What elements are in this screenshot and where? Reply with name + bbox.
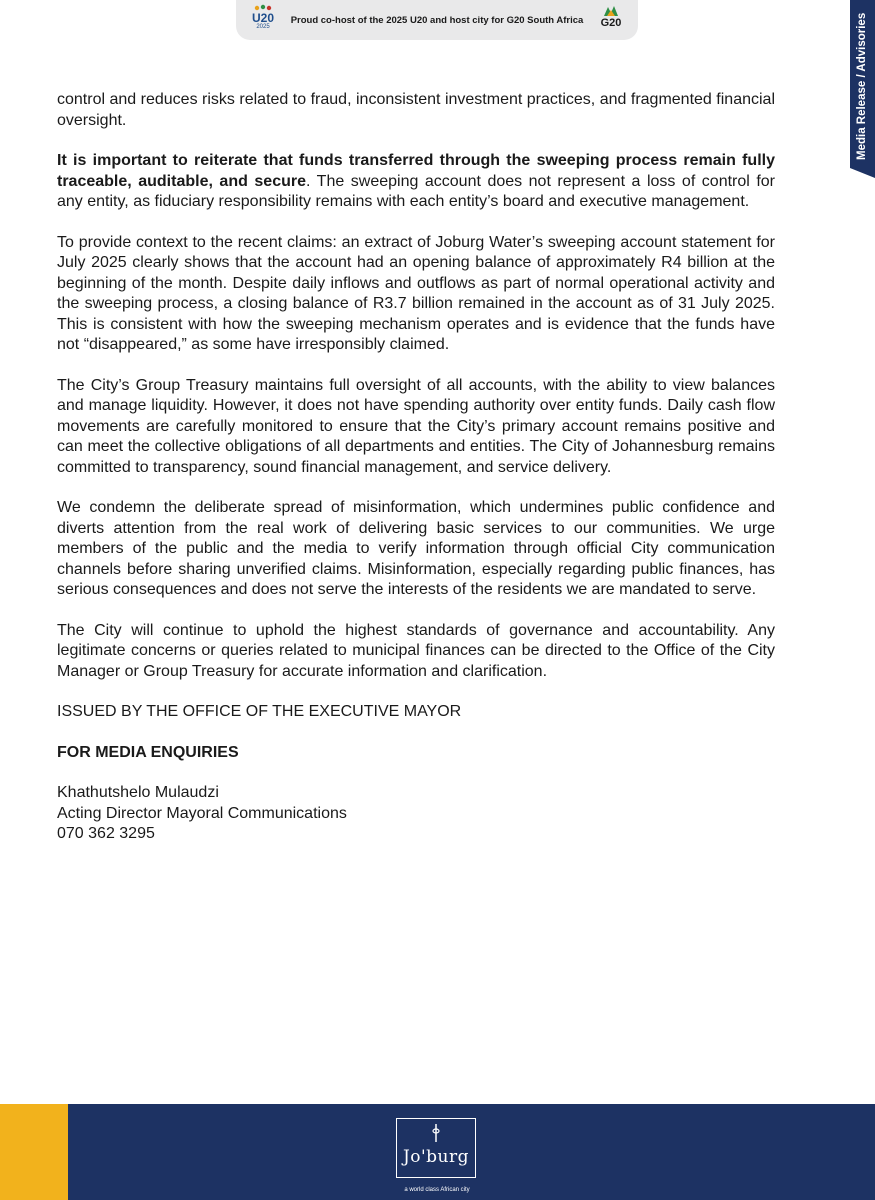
paragraph-2: [57, 151, 775, 213]
paragraph-5: We condemn the deliberate spread of misinformation, which undermines public confidence and diverts attention from the real work of delivering basic services to our communities. We urge members of the public and the media to verify information through official City communication channels before sharing unverified claims. Misinformation, especially regarding public finances, has serious consequences and does not serve the interests of the residents we are mandated to serve.: [57, 499, 775, 598]
paragraph-4: The City’s Group Treasury maintains full oversight of all accounts, with the ability to view balances and manage liquidity. However, it does not have spending authority over entity funds. Daily cash flow movements are carefully monitored to ensure that the City’s primary account remains positive and can meet the collective obligations of all departments and entities. The City of Johannesburg remains committed to transparency, sound financial management, and service delivery.: [57, 376, 775, 476]
issued-by: ISSUED BY THE OFFICE OF THE EXECUTIVE MAYOR: [57, 703, 462, 720]
g20-logo: [596, 2, 626, 38]
banner-text: Proud co-host of the 2025 U20 and host city for G20 South Africa: [290, 14, 584, 26]
paragraph-6: The City will continue to uphold the highest standards of governance and accountability. Any legitimate concerns or queries related to municipal finances can be directed to the Office of the City Manager or Group Treasury for accurate information and clarification.: [57, 621, 775, 680]
paragraph-3: To provide context to the recent claims: an extract of Joburg Water’s sweeping account statement for July 2025 clearly shows that the account had an opening balance of approximately R4 billion at the beginning of the month. Despite daily inflows and outflows as part of normal operational activity and the sweeping process, a closing balance of R3.7 billion remained in the account as of 31 July 2025. This is consistent with how the sweeping mechanism operates and is evidence that the funds have not “disappeared,” as some have irresponsibly claimed.: [57, 233, 775, 353]
paragraph-2-rest: . The sweeping account does not represent a loss of control for any entity, as fiduciary responsibility remains with each entity’s board and executive management.: [57, 172, 776, 210]
contact-block: [57, 783, 775, 845]
press-release-body: [57, 90, 775, 845]
media-release-tab: [825, 0, 875, 178]
side-tab-label: Media Release / Advisories: [856, 12, 868, 160]
contact-phone: 070 362 3295: [57, 825, 155, 842]
paragraph-1: control and reduces risks related to fraud, inconsistent investment practices, and fragmented financial oversight.: [57, 91, 775, 129]
g20-label: G20: [600, 17, 622, 29]
u20-year: 2025: [256, 24, 270, 30]
header-banner: [236, 0, 638, 40]
contact-name: Khathutshelo Mulaudzi: [57, 784, 219, 801]
u20-logo: [248, 2, 278, 38]
footer-yellow-block: [0, 1104, 68, 1200]
paragraph-2-emphasis: It is important to reiterate that funds transferred through the sweeping process remain fully traceable, auditable, and secure: [57, 152, 775, 190]
joburg-wordmark: Jo'burg: [402, 1147, 470, 1167]
media-enquiries-heading: FOR MEDIA ENQUIRIES: [57, 743, 239, 761]
g20-ornament-icon: [602, 4, 620, 18]
footer-tagline: a world class African city: [404, 1187, 470, 1193]
joburg-tower-icon: [427, 1124, 445, 1144]
contact-title: Acting Director Mayoral Communications: [57, 804, 347, 822]
u20-label: U20: [251, 11, 274, 25]
joburg-logo: [396, 1118, 476, 1178]
